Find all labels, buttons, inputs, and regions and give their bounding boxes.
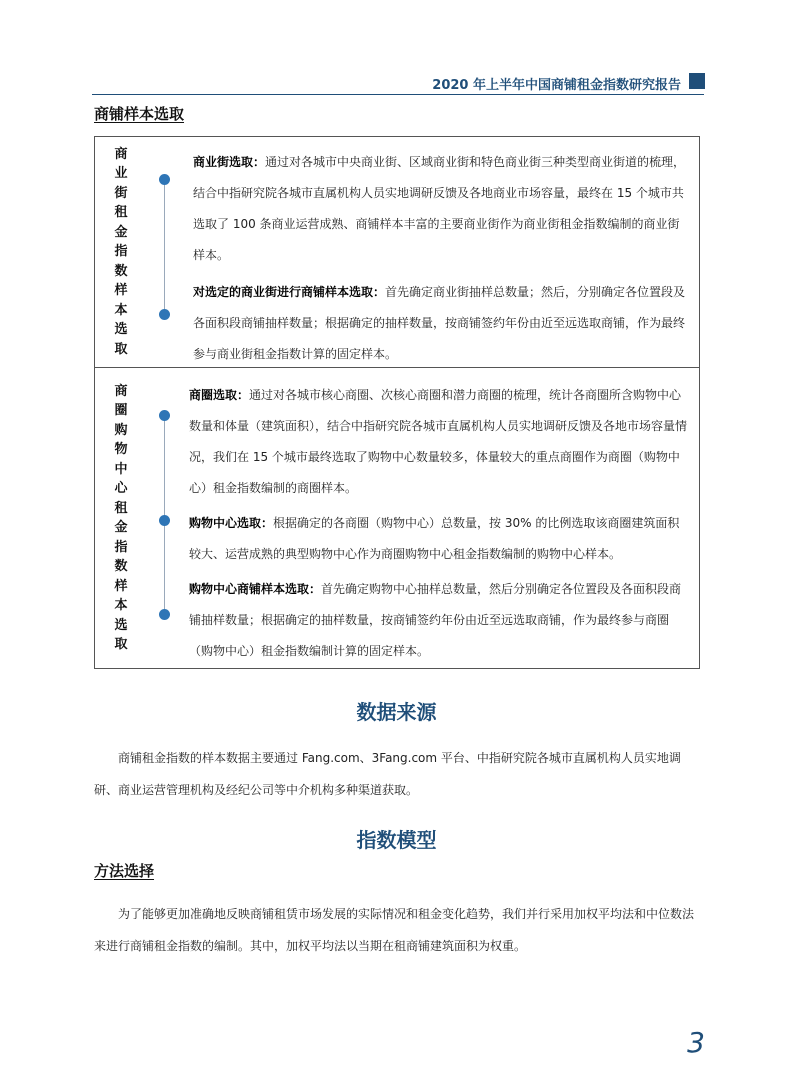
mall-item-3: 购物中心商铺样本选取：首先确定购物中心抽样总数量，然后分别确定各位置段及各面积段商铺抽样数量；根据确定的抽样数量，按商铺签约年份由近至远选取商铺，作为最终参与商圈（购物中心）租金指数编制计算的固定样本。 — [189, 582, 682, 658]
index-model-title: 指数模型 — [356, 828, 437, 852]
timeline-dot-icon — [159, 309, 170, 320]
sample-section-heading: 商铺样本选取 — [94, 105, 185, 123]
mall-item-1: 商圈选取：通过对各城市核心商圈、次核心商圈和潜力商圈的梳理，统计各商圈所含购物中心数量和体量（建筑面积），结合中指研究院各城市直属机构人员实地调研反馈及各地市场容量情况，我们在 15 个城市最终选取了购物中心数量较多，体量较大的重点商圈作为商圈（购物中心）租金指数编制的商圈样本。 — [189, 388, 688, 495]
page-number: 3 — [687, 1026, 705, 1059]
method-text: 为了能够更加准确地反映商铺租赁市场发展的实际情况和租金变化趋势，我们并行采用加权平均法和中位数法来进行商铺租金指数的编制。其中，加权平均法以当期在租商铺建筑面积为权重。 — [94, 907, 695, 953]
street-box-label: 商 业 街 租 金 指 数 样 本 选 取 — [114, 146, 128, 357]
method-heading: 方法选择 — [94, 862, 155, 880]
mall-box-label: 商 圈 购 物 中 心 租 金 指 数 样 本 选 取 — [114, 383, 128, 652]
mall-item-2: 购物中心选取：根据确定的各商圈（购物中心）总数量，按 30% 的比例选取该商圈建筑面积较大、运营成熟的典型购物中心作为商圈购物中心租金指数编制的购物中心样本。 — [189, 516, 680, 561]
street-item-1: 商业街选取：通过对各城市中央商业街、区域商业街和特色商业街三种类型商业街道的梳理，结合中指研究院各城市直属机构人员实地调研反馈及各地商业市场容量，最终在 15 个城市共选取了 100 条商业运营成熟、商铺样本丰富的主要商业街作为商业街租金指数编制的商业街样本。 — [193, 155, 686, 262]
mall-timeline — [164, 414, 165, 614]
header-divider — [92, 94, 704, 95]
street-sample-box — [94, 136, 700, 368]
header-block-icon — [689, 73, 705, 89]
timeline-dot-icon — [159, 609, 170, 620]
timeline-dot-icon — [159, 410, 170, 421]
mall-sample-box — [94, 367, 700, 669]
report-title: 2020 年上半年中国商铺租金指数研究报告 — [432, 78, 681, 93]
data-source-text: 商铺租金指数的样本数据主要通过 Fang.com、3Fang.com 平台、中指研究院各城市直属机构人员实地调研、商业运营管理机构及经纪公司等中介机构多种渠道获取。 — [94, 751, 681, 797]
timeline-dot-icon — [159, 515, 170, 526]
street-item-2: 对选定的商业街进行商铺样本选取：首先确定商业街抽样总数量；然后，分别确定各位置段及各面积段商铺抽样数量；根据确定的抽样数量，按商铺签约年份由近至远选取商铺，作为最终参与商业街租金指数计算的固定样本。 — [193, 285, 686, 361]
data-source-title: 数据来源 — [356, 700, 437, 724]
street-timeline — [164, 177, 165, 315]
timeline-dot-icon — [159, 174, 170, 185]
